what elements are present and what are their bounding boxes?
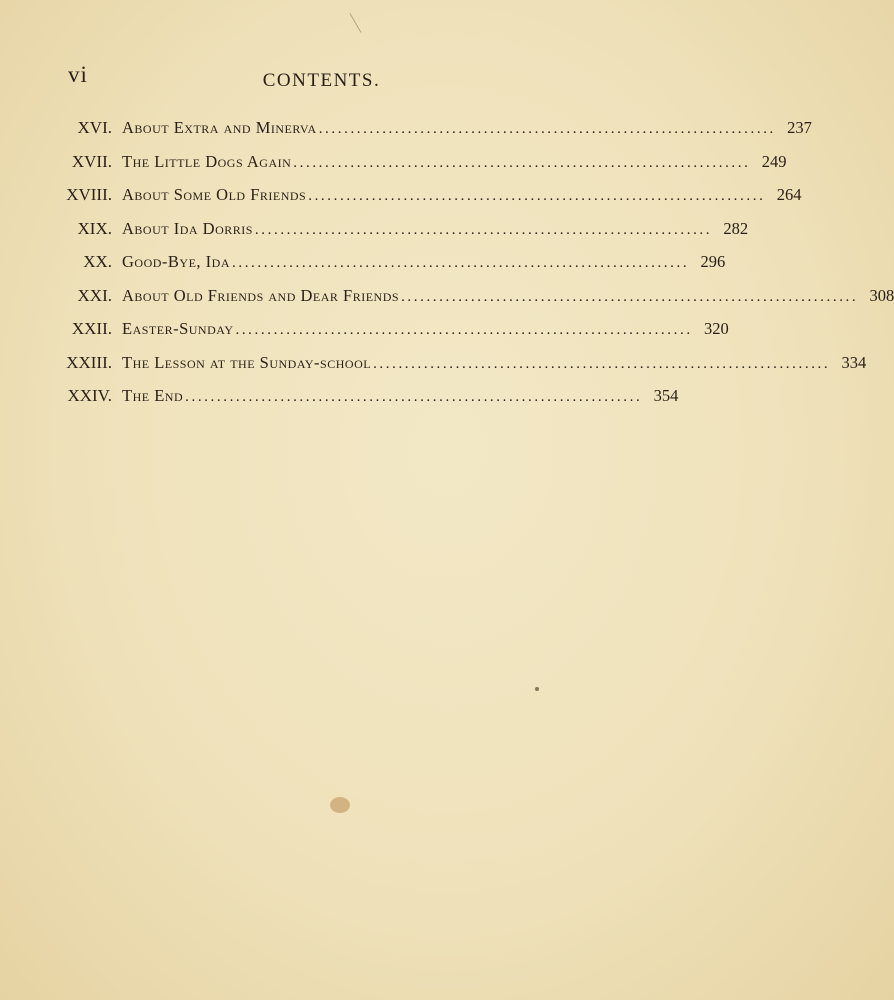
chapter-page: 334 <box>841 352 867 372</box>
chapter-number: XXIV. <box>67 386 112 405</box>
chapter-number: XIX. <box>77 218 112 238</box>
toc-entry <box>60 319 729 353</box>
chapter-title: Good-Bye, Ida <box>122 252 230 271</box>
chapter-page: 282 <box>723 218 749 238</box>
chapter-number: XX. <box>83 252 112 271</box>
chapter-number: XXII. <box>71 319 112 338</box>
chapter-page: 296 <box>700 252 726 271</box>
toc-entry <box>60 285 894 320</box>
chapter-title: The Little Dogs Again <box>122 151 292 171</box>
chapter-number: XXI. <box>77 285 112 305</box>
toc-entry <box>60 352 867 387</box>
dot-leader: ........................................................................ <box>293 154 751 171</box>
paper-speck <box>535 687 539 691</box>
table-of-contents <box>60 118 894 420</box>
dot-leader: ........................................................................ <box>401 288 859 305</box>
chapter-number: XVII. <box>71 151 112 171</box>
chapter-page: 249 <box>761 151 787 171</box>
dot-leader: ........................................................................ <box>185 389 643 405</box>
chapter-page: 237 <box>787 118 812 137</box>
running-head: CONTENTS. <box>262 70 381 91</box>
chapter-title: Easter-Sunday <box>122 319 234 338</box>
chapter-page: 320 <box>703 319 729 338</box>
chapter-number: XVIII. <box>66 185 112 204</box>
chapter-page: 354 <box>653 386 679 405</box>
chapter-title: The Lesson at the Sunday-school <box>122 352 372 372</box>
paper-stain <box>330 797 350 813</box>
chapter-number: XXIII. <box>66 352 112 372</box>
dot-leader: ........................................................................ <box>254 221 713 238</box>
chapter-number: XVI. <box>77 118 112 137</box>
toc-entry <box>60 386 679 420</box>
chapter-title: About Extra and Minerva <box>122 118 317 137</box>
toc-entry <box>60 118 812 152</box>
dot-leader: ........................................................................ <box>308 188 766 204</box>
chapter-title: About Some Old Friends <box>122 185 307 204</box>
dot-leader: ........................................................................ <box>373 355 831 372</box>
toc-entry <box>60 252 726 286</box>
dot-leader: ........................................................................ <box>318 121 776 137</box>
chapter-page: 264 <box>776 185 802 204</box>
page-number: vi <box>68 62 88 87</box>
chapter-title: The End <box>122 386 184 405</box>
dot-leader: ........................................................................ <box>232 255 690 271</box>
toc-entry <box>60 185 802 219</box>
paper-mark <box>350 13 362 33</box>
chapter-title: About Ida Dorris <box>122 218 253 238</box>
chapter-page: 308 <box>869 285 894 305</box>
dot-leader: ........................................................................ <box>235 322 693 338</box>
toc-entry <box>60 151 787 186</box>
toc-entry <box>60 218 749 253</box>
chapter-title: About Old Friends and Dear Friends <box>122 285 400 305</box>
